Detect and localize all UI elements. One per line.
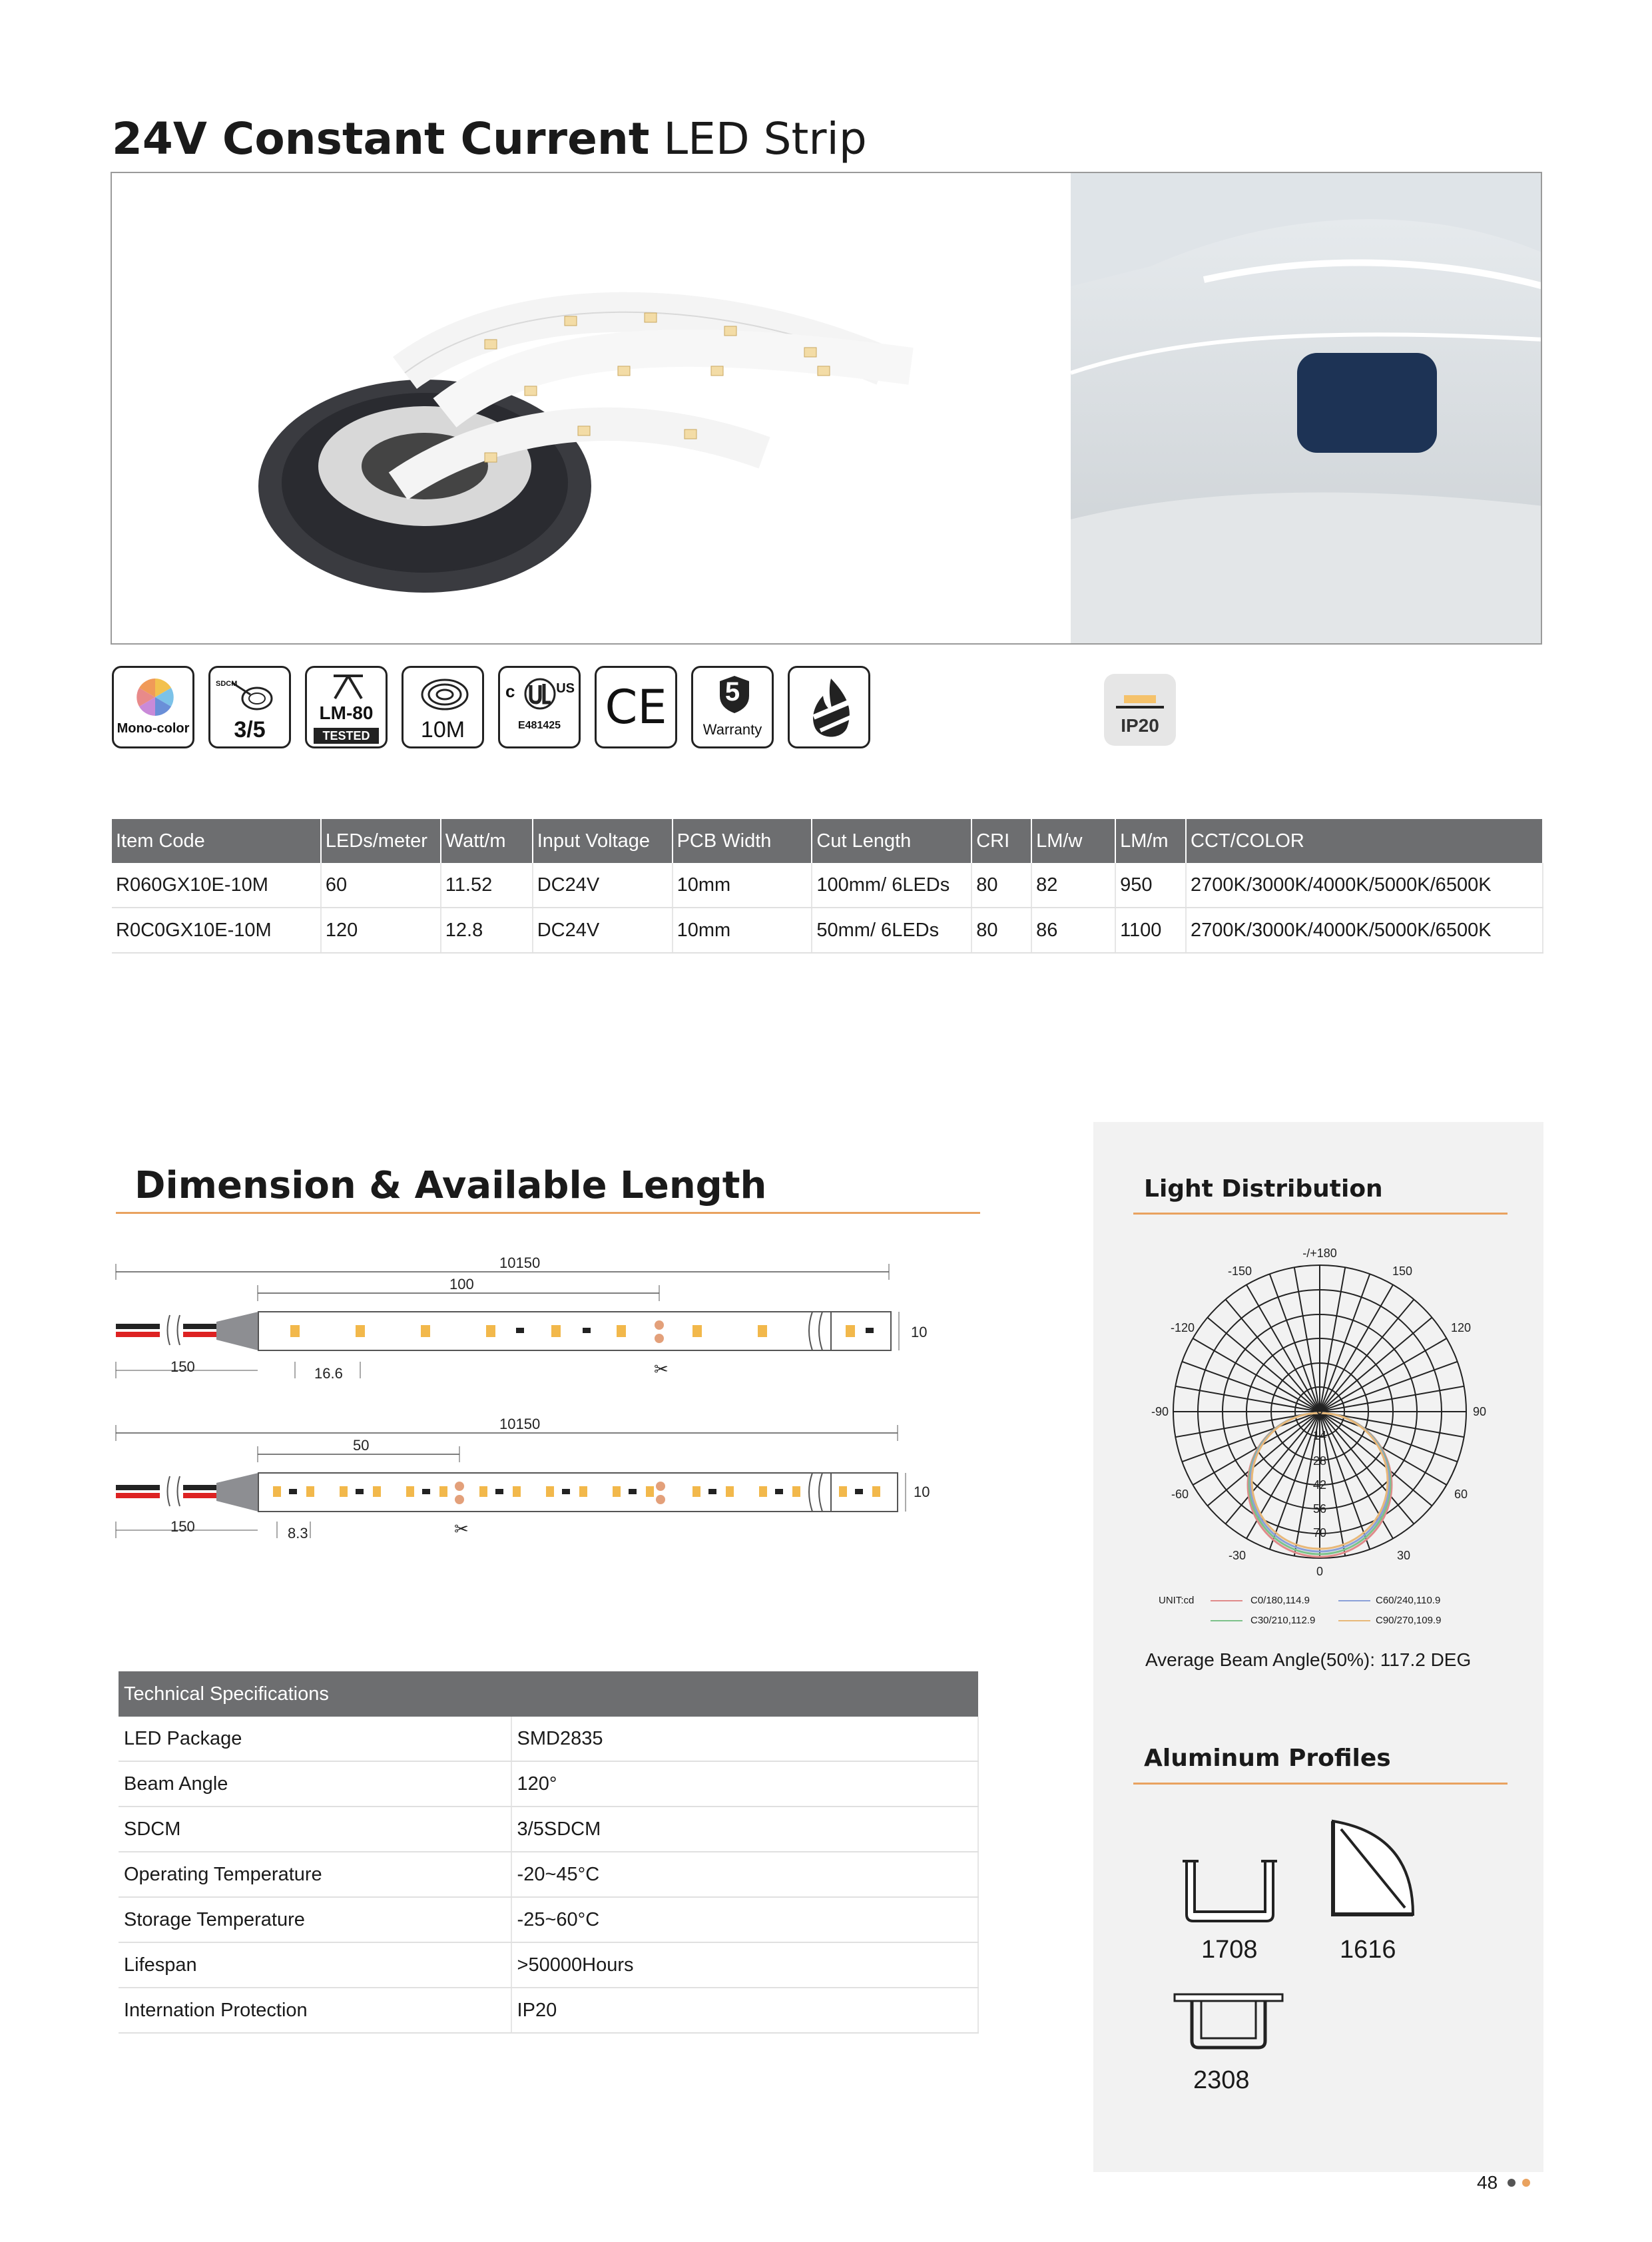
page-number: 48 [1477, 2172, 1498, 2193]
cell: LED Package [119, 1717, 511, 1761]
d1-pitch-label: 16.6 [314, 1365, 343, 1382]
ul-mark-icon [520, 677, 560, 710]
radial-2: 28 [1312, 1454, 1327, 1468]
cell: 950 [1115, 863, 1186, 908]
profile-1708-icon [1180, 1848, 1280, 1928]
cell: 80 [971, 908, 1031, 953]
table-row [112, 908, 1543, 953]
cell: DC24V [533, 908, 673, 953]
col-cct: CCT/COLOR [1186, 819, 1543, 863]
mono-color-badge: Mono-color [112, 666, 194, 748]
legend-swatch-c0 [1211, 1600, 1242, 1601]
cell: 50mm/ 6LEDs [812, 908, 971, 953]
cell: 86 [1031, 908, 1115, 953]
cell: SMD2835 [511, 1717, 978, 1761]
d2-total-label: 10150 [499, 1416, 541, 1432]
d1-cut-label: 100 [449, 1276, 474, 1292]
col-cri: CRI [971, 819, 1031, 863]
dimension-title: Dimension & Available Length [135, 1164, 767, 1207]
col-cut-length: Cut Length [812, 819, 971, 863]
profile-2308-icon [1172, 1988, 1285, 2054]
d2-width-label: 10 [914, 1484, 930, 1500]
cell: 10mm [673, 863, 812, 908]
warranty-badge: 5 Warranty [691, 666, 774, 748]
legend-c0: C0/180,114.9 [1250, 1595, 1310, 1606]
angle-150n: -150 [1227, 1264, 1252, 1278]
table-row [119, 1852, 978, 1897]
profile-2308-label: 2308 [1193, 2066, 1250, 2094]
lm80-badge: LM-80 TESTED [305, 666, 388, 748]
d1-width-label: 10 [911, 1324, 928, 1340]
reel-icon [418, 676, 471, 713]
polar-chart [1120, 1249, 1519, 1621]
spec-header-row [112, 819, 1543, 863]
legend-c90: C90/270,109.9 [1376, 1615, 1442, 1626]
led-chip-icon [1124, 695, 1156, 703]
beam-angle-text: Average Beam Angle(50%): 117.2 DEG [1145, 1649, 1472, 1670]
d2-pitch-label: 8.3 [288, 1525, 308, 1541]
d2-wire-label: 150 [170, 1518, 195, 1535]
cell: Operating Temperature [119, 1852, 511, 1897]
length-badge: 10M [402, 666, 484, 748]
cell: 82 [1031, 863, 1115, 908]
cell: -25~60°C [511, 1897, 978, 1942]
dimension-rule [116, 1212, 980, 1214]
table-row [119, 1897, 978, 1942]
unit-label: UNIT:cd [1159, 1595, 1195, 1606]
angle-30n: -30 [1228, 1549, 1246, 1562]
cell: 120 [321, 908, 441, 953]
page-dot-gray [1508, 2179, 1515, 2187]
sdcm-badge: SDCM 3/5 [208, 666, 291, 748]
table-row [119, 1761, 978, 1807]
page-dot-orange [1522, 2179, 1530, 2187]
angle-90: 90 [1472, 1405, 1487, 1418]
table-row [119, 1717, 978, 1761]
radial-1: 14 [1312, 1429, 1327, 1442]
color-wheel-icon [135, 677, 175, 717]
col-lmm: LM/m [1115, 819, 1186, 863]
cell: 80 [971, 863, 1031, 908]
cell: 2700K/3000K/4000K/5000K/6500K [1186, 908, 1543, 953]
col-lmw: LM/w [1031, 819, 1115, 863]
cell: 100mm/ 6LEDs [812, 863, 971, 908]
room-photo [1071, 173, 1542, 645]
aluminum-profiles-title: Aluminum Profiles [1144, 1745, 1391, 1772]
cell: 120° [511, 1761, 978, 1807]
scissors-icon: ✂ [654, 1359, 669, 1379]
flame-retardant-badge [788, 666, 870, 748]
angle-bottom: 0 [1316, 1565, 1324, 1578]
col-input-voltage: Input Voltage [533, 819, 673, 863]
angle-120: 120 [1450, 1321, 1472, 1334]
right-panel [1093, 1122, 1543, 2172]
led-reel-illustration [112, 173, 1071, 643]
strip-line-icon [1116, 706, 1164, 708]
profile-1616-label: 1616 [1340, 1936, 1396, 1964]
tech-spec-header: Technical Specifications [119, 1671, 978, 1717]
col-watt: Watt/m [441, 819, 533, 863]
cell: 2700K/3000K/4000K/5000K/6500K [1186, 863, 1543, 908]
cell: Internation Protection [119, 1988, 511, 2033]
cell: 3/5SDCM [511, 1807, 978, 1852]
radial-4: 56 [1312, 1502, 1327, 1516]
radial-0: 0 [1316, 1404, 1324, 1417]
cell: 10mm [673, 908, 812, 953]
dimension-drawing [107, 1252, 946, 1558]
cell: R060GX10E-10M [112, 863, 321, 908]
col-item-code: Item Code [112, 819, 321, 863]
scissors-icon: ✂ [454, 1519, 469, 1539]
cell: 11.52 [441, 863, 533, 908]
ip20-label: IP20 [1121, 715, 1159, 736]
cell: Storage Temperature [119, 1897, 511, 1942]
profile-1616-icon [1320, 1815, 1420, 1921]
flame-icon [800, 676, 862, 742]
cell: R0C0GX10E-10M [112, 908, 321, 953]
d1-total-label: 10150 [499, 1255, 541, 1271]
profiles-rule [1133, 1783, 1508, 1785]
legend-swatch-c30 [1211, 1620, 1242, 1621]
cell: 12.8 [441, 908, 533, 953]
dimension-drawing-1 [116, 1255, 927, 1382]
light-rule [1133, 1213, 1508, 1215]
profile-1708-label: 1708 [1201, 1936, 1258, 1964]
legend-swatch-c90 [1338, 1620, 1370, 1621]
legend-c30: C30/210,112.9 [1250, 1615, 1316, 1626]
radial-5: 70 [1312, 1526, 1327, 1540]
cell: >50000Hours [511, 1942, 978, 1988]
legend-c60: C60/240,110.9 [1376, 1595, 1441, 1606]
d2-cut-label: 50 [353, 1437, 370, 1454]
cell: DC24V [533, 863, 673, 908]
d1-wire-label: 150 [170, 1358, 195, 1375]
spec-table [112, 819, 1543, 954]
table-row [119, 1942, 978, 1988]
angle-60: 60 [1454, 1488, 1468, 1501]
cell: 1100 [1115, 908, 1186, 953]
tech-spec-table [119, 1671, 979, 2034]
cell: SDCM [119, 1807, 511, 1852]
page-title: 24V Constant Current LED Strip [112, 113, 867, 164]
radial-3: 42 [1312, 1478, 1327, 1492]
legend-swatch-c60 [1338, 1600, 1370, 1601]
light-distribution-title: Light Distribution [1144, 1175, 1383, 1203]
col-leds-meter: LEDs/meter [321, 819, 441, 863]
cell: 60 [321, 863, 441, 908]
cell: Beam Angle [119, 1761, 511, 1807]
cell: Lifespan [119, 1942, 511, 1988]
lamp-icon [328, 672, 368, 701]
table-row [119, 1807, 978, 1852]
angle-30: 30 [1396, 1549, 1411, 1562]
ce-badge: CE [595, 666, 677, 748]
cell: -20~45°C [511, 1852, 978, 1897]
angle-90n: -90 [1151, 1405, 1169, 1418]
table-row [119, 1988, 978, 2033]
cell: IP20 [511, 1988, 978, 2033]
ul-badge: c US E481425 [498, 666, 581, 748]
angle-120n: -120 [1170, 1321, 1195, 1334]
ip20-badge [1104, 674, 1176, 746]
angle-150: 150 [1392, 1264, 1413, 1278]
angle-60n: -60 [1171, 1488, 1189, 1501]
table-row [112, 863, 1543, 908]
col-pcb-width: PCB Width [673, 819, 812, 863]
dimension-drawing-2 [116, 1416, 930, 1541]
hero-image [111, 172, 1542, 645]
angle-top: -/+180 [1302, 1249, 1337, 1260]
